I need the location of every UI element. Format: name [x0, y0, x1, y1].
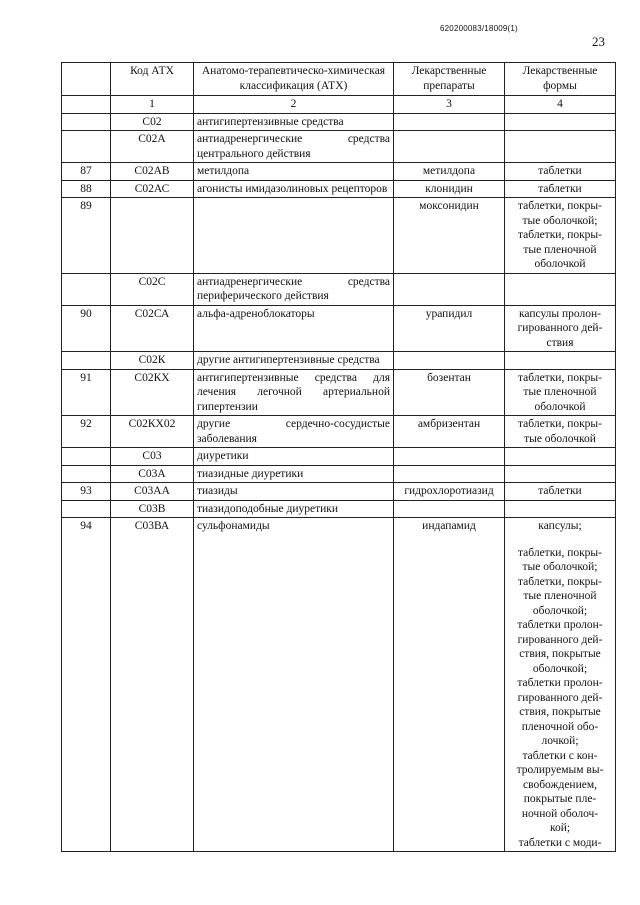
dosage-form-line: тые пленочной: [523, 590, 597, 602]
row-number-cell: 87: [62, 163, 111, 181]
atc-classification-cell: другие сердечно-сосудистые заболевания: [194, 416, 394, 448]
atc-code-cell: С02К: [111, 352, 194, 370]
dosage-form-line: таблетки пролон-: [517, 677, 603, 689]
row-number-cell: [62, 500, 111, 518]
table-row: [62, 369, 616, 416]
atc-code-cell: С02А: [111, 131, 194, 163]
atc-classification-cell: агонисты имидазолиновых рецепторов: [194, 180, 394, 198]
drug-name-cell: индапамид: [394, 518, 505, 852]
dosage-form-line: таблетки: [538, 165, 582, 177]
dosage-form-line: покрытые пле-: [523, 793, 597, 805]
atc-drug-table: [61, 62, 616, 852]
drug-name-cell: моксонидин: [394, 198, 505, 274]
row-number-cell: 91: [62, 369, 111, 416]
document-number: 620200083/18009(1): [440, 24, 518, 33]
dosage-form-line: таблетки: [538, 182, 582, 195]
atc-code-cell: С03А: [111, 465, 194, 483]
row-number-cell: 90: [62, 305, 111, 352]
drug-name-cell: амбризентан: [394, 416, 505, 448]
dosage-form-line: кой;: [549, 822, 571, 834]
dosage-form-line: оболочкой: [534, 400, 586, 413]
column-number: 4: [505, 96, 616, 114]
atc-code-cell: С03В: [111, 500, 194, 518]
dosage-form-line: оболочкой;: [532, 662, 588, 675]
row-number-cell: [62, 113, 111, 131]
dosage-form-line: [508, 534, 612, 546]
row-number-cell: [62, 448, 111, 466]
atc-classification-cell: другие антигипертензивные средства: [194, 352, 394, 370]
atc-classification-cell: альфа-адреноблокаторы: [194, 305, 394, 352]
dosage-form-line: таблетки, покры-: [518, 371, 602, 384]
atc-code-cell: С02АВ: [111, 163, 194, 181]
atc-code-cell: [111, 198, 194, 274]
dosage-forms-cell: [505, 448, 616, 466]
atc-code-cell: С02КХ02: [111, 416, 194, 448]
table-row: [62, 113, 616, 131]
dosage-form-line: тые пленочной: [523, 386, 597, 398]
dosage-form-line: тые оболочкой;: [522, 561, 598, 573]
drug-name-cell: клонидин: [394, 180, 505, 198]
atc-classification-cell: метилдопа: [194, 163, 394, 181]
table-row: [62, 198, 616, 274]
dosage-form-line: ствия, покрытые: [519, 648, 601, 660]
dosage-form-line: тые оболочкой: [524, 432, 596, 445]
atc-code-cell: С02С: [111, 273, 194, 305]
row-number-cell: [62, 273, 111, 305]
dosage-forms-cell: [505, 465, 616, 483]
header-atc-classification: Анатомо-терапевтическо-химическая классификация (АТХ): [194, 63, 394, 96]
dosage-forms-cell: [505, 273, 616, 305]
dosage-forms-cell: [505, 518, 616, 852]
dosage-form-line: гированного дей-: [517, 691, 603, 704]
atc-code-cell: С02: [111, 113, 194, 131]
row-number-cell: [62, 352, 111, 370]
table-row: [62, 416, 616, 448]
dosage-form-line: таблетки: [538, 485, 582, 497]
drug-name-cell: метилдопа: [394, 163, 505, 181]
atc-classification-cell: тиазидные диуретики: [194, 465, 394, 483]
column-number: 3: [394, 96, 505, 114]
table-header-row: [62, 63, 616, 96]
atc-classification-cell: антигипертензивные средства: [194, 113, 394, 131]
dosage-form-line: тые пленочной: [523, 243, 597, 256]
drug-name-cell: [394, 465, 505, 483]
dosage-form-line: таблетки, покры-: [518, 418, 602, 430]
dosage-forms-cell: [505, 352, 616, 370]
table-row: [62, 163, 616, 181]
table-row: [62, 352, 616, 370]
header-drugs: Лекарственные препараты: [394, 63, 505, 96]
row-number-cell: [62, 465, 111, 483]
drug-name-cell: гидрохлоротиазид: [394, 483, 505, 501]
table-row: [62, 448, 616, 466]
table-body: [62, 113, 616, 852]
dosage-forms-cell: [505, 113, 616, 131]
dosage-form-line: ночной оболоч-: [521, 807, 599, 820]
atc-classification-cell: сульфонамиды: [194, 518, 394, 852]
drug-name-cell: [394, 448, 505, 466]
dosage-forms-cell: [505, 369, 616, 416]
dosage-form-line: таблетки пролон-: [517, 619, 603, 631]
column-number: 2: [194, 96, 394, 114]
row-number-cell: 94: [62, 518, 111, 852]
dosage-form-line: лочкой;: [541, 735, 579, 747]
dosage-form-line: таблетки, покры-: [518, 229, 602, 241]
atc-classification-cell: тиазидоподобные диуретики: [194, 500, 394, 518]
dosage-form-line: таблетки с моди-: [518, 836, 602, 849]
dosage-form-line: таблетки с кон-: [522, 749, 598, 762]
drug-name-cell: [394, 352, 505, 370]
dosage-form-line: ствия, покрытые: [519, 706, 601, 718]
header-row-number: [62, 63, 111, 96]
atc-code-cell: С03АА: [111, 483, 194, 501]
dosage-form-line: ствия: [546, 336, 574, 349]
atc-classification-cell: антиадренергические средства периферического действия: [194, 273, 394, 305]
table-row: [62, 465, 616, 483]
dosage-forms-cell: [505, 305, 616, 352]
dosage-form-line: гированного дей-: [517, 633, 603, 646]
dosage-forms-cell: [505, 198, 616, 274]
drug-name-cell: [394, 500, 505, 518]
drug-name-cell: бозентан: [394, 369, 505, 416]
column-number-row: [62, 96, 616, 114]
dosage-forms-cell: [505, 163, 616, 181]
dosage-form-line: таблетки, покры-: [518, 200, 602, 212]
header-dosage-forms: Лекарственные формы: [505, 63, 616, 96]
row-number-cell: 93: [62, 483, 111, 501]
atc-classification-cell: антигипертензивные средства для лечения легочной артериальной гипертензии: [194, 369, 394, 416]
dosage-forms-cell: [505, 416, 616, 448]
column-number: 1: [111, 96, 194, 114]
atc-code-cell: С02АС: [111, 180, 194, 198]
header-atc-code: Код АТХ: [111, 63, 194, 96]
row-number-cell: 89: [62, 198, 111, 274]
row-number-cell: 92: [62, 416, 111, 448]
table-row: [62, 518, 616, 852]
dosage-forms-cell: [505, 131, 616, 163]
table-row: [62, 131, 616, 163]
dosage-form-line: оболочкой;: [532, 604, 588, 617]
drug-name-cell: [394, 273, 505, 305]
table-row: [62, 180, 616, 198]
dosage-form-line: пленочной обо-: [521, 720, 599, 733]
drug-name-cell: [394, 131, 505, 163]
dosage-form-line: гированного дей-: [517, 322, 603, 334]
dosage-forms-cell: [505, 500, 616, 518]
dosage-form-line: таблетки, покры-: [518, 575, 602, 588]
table-row: [62, 305, 616, 352]
table-row: [62, 500, 616, 518]
dosage-form-line: капсулы пролон-: [518, 307, 602, 320]
dosage-form-line: тые оболочкой;: [522, 214, 598, 227]
dosage-forms-cell: [505, 483, 616, 501]
table-row: [62, 483, 616, 501]
atc-classification-cell: диуретики: [194, 448, 394, 466]
dosage-form-line: оболочкой: [534, 258, 586, 270]
dosage-form-line: таблетки, покры-: [518, 546, 602, 559]
atc-code-cell: С02КХ: [111, 369, 194, 416]
atc-code-cell: С03: [111, 448, 194, 466]
dosage-form-line: тролируемым вы-: [516, 764, 604, 776]
atc-code-cell: С03ВА: [111, 518, 194, 852]
atc-code-cell: С02СА: [111, 305, 194, 352]
atc-classification-cell: тиазиды: [194, 483, 394, 501]
atc-classification-cell: [194, 198, 394, 274]
atc-classification-cell: антиадренергические средства центрального действия: [194, 131, 394, 163]
table-row: [62, 273, 616, 305]
drug-name-cell: урапидил: [394, 305, 505, 352]
dosage-forms-cell: [505, 180, 616, 198]
drug-name-cell: [394, 113, 505, 131]
dosage-form-line: свобождением,: [523, 778, 597, 791]
dosage-form-line: капсулы;: [538, 520, 582, 532]
row-number-cell: [62, 131, 111, 163]
page-number: 23: [592, 34, 605, 49]
row-number-cell: 88: [62, 180, 111, 198]
